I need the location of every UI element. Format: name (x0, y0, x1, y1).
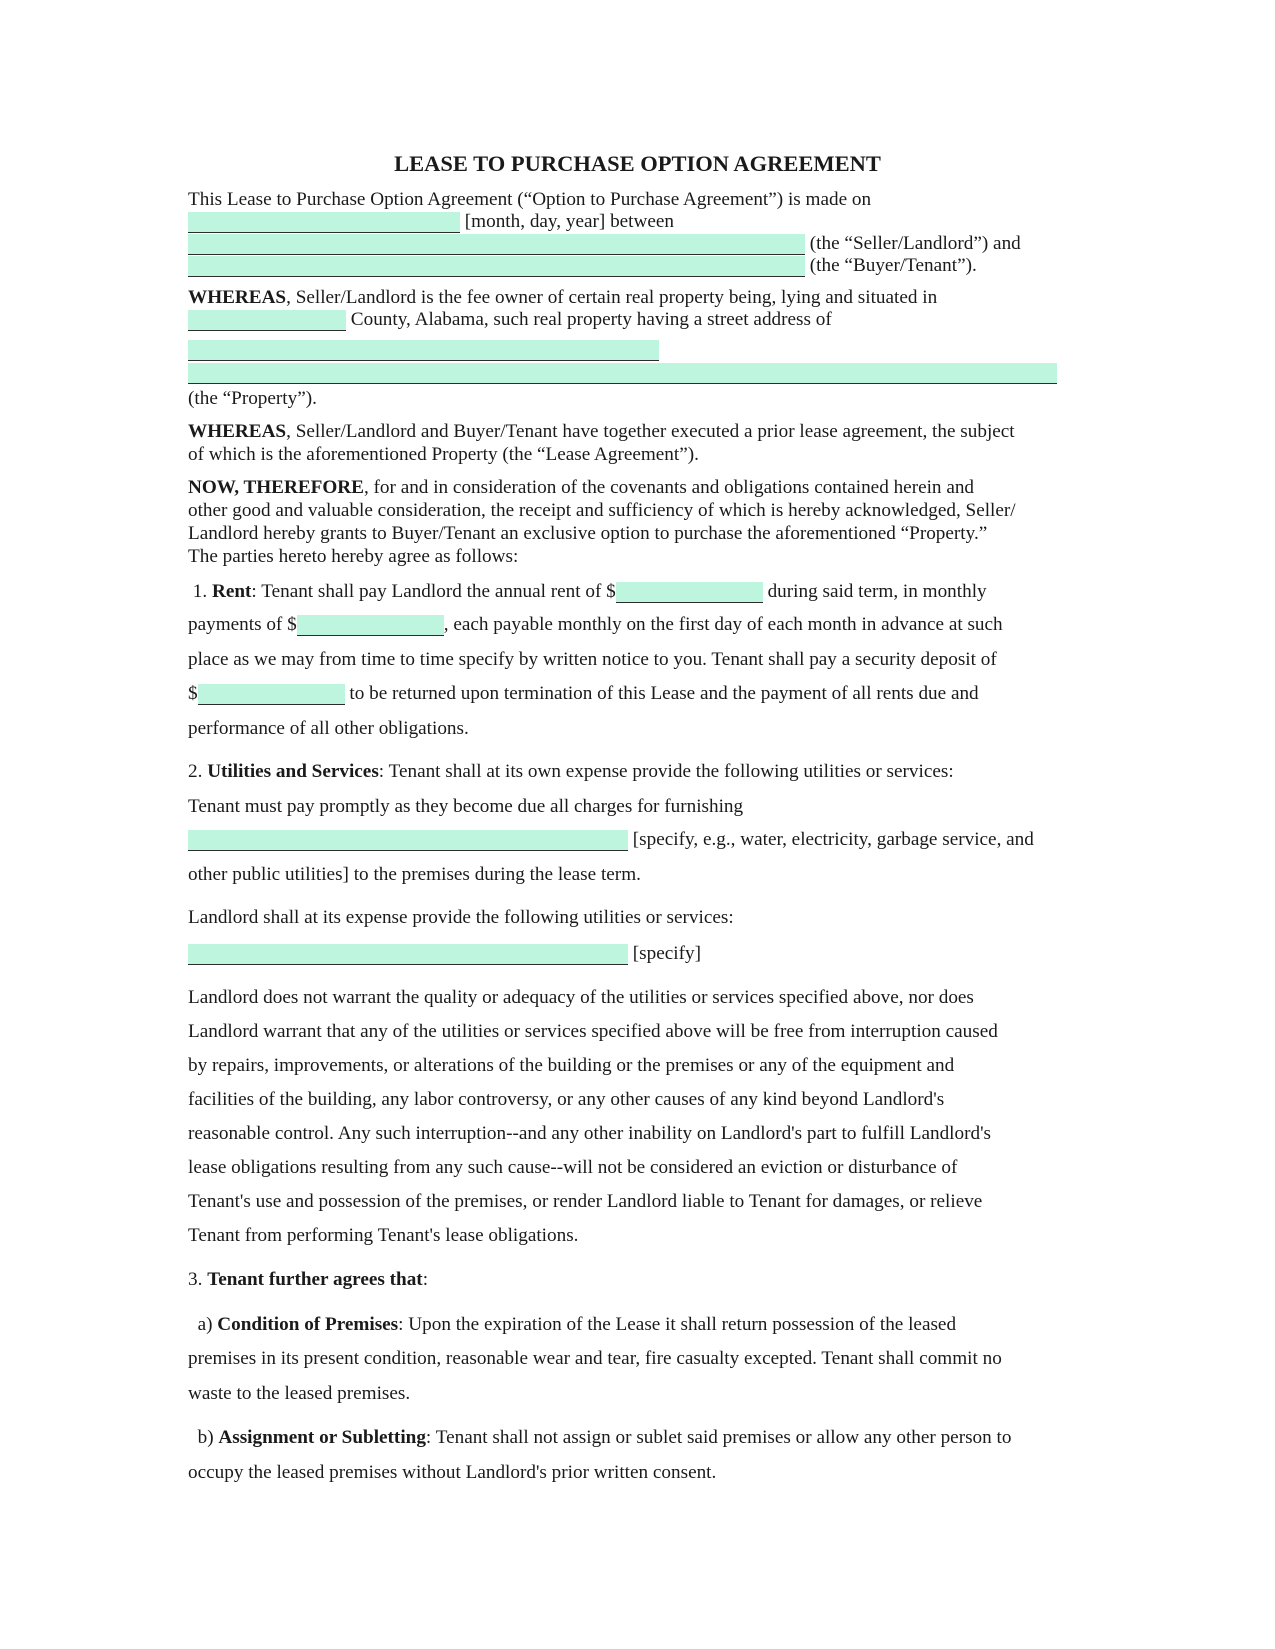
whereas-2-line-1: WHEREAS, Seller/Landlord and Buyer/Tenant have together executed a prior lease agreement, the subject (188, 421, 1015, 442)
warranty-paragraph-line-8: Tenant from performing Tenant's lease obligations. (188, 1225, 579, 1246)
section-2-line-5: Landlord shall at its expense provide the following utilities or services: (188, 907, 734, 928)
section-1-line-3: place as we may from time to time specify by written notice to you. Tenant shall pay a security deposit of (188, 649, 997, 670)
warranty-paragraph-line-4: facilities of the building, any labor controversy, or any other causes of any kind beyond Landlord's (188, 1089, 945, 1110)
section-2-line-2: Tenant must pay promptly as they become due all charges for furnishing (188, 796, 744, 817)
section-3-heading: 3. Tenant further agrees that: (188, 1269, 429, 1290)
section-3a-line-2: premises in its present condition, reasonable wear and tear, fire casualty excepted. Tenant shall commit no (188, 1348, 1002, 1369)
section-2-line-6: [specify] (188, 943, 701, 965)
section-1-line-5: performance of all other obligations. (188, 718, 469, 739)
warranty-paragraph-line-7: Tenant's use and possession of the premises, or render Landlord liable to Tenant for damages, or relieve (188, 1191, 983, 1212)
now-therefore-line-4: The parties hereto hereby agree as follows: (188, 546, 519, 567)
now-therefore-line-2: other good and valuable consideration, the receipt and sufficiency of which is hereby acknowledged, Seller/ (188, 500, 1016, 521)
section-2-line-1: 2. Utilities and Services: Tenant shall at its own expense provide the following utilities or services: (188, 761, 954, 782)
intro-line-1: This Lease to Purchase Option Agreement (“Option to Purchase Agreement”) is made on (188, 189, 872, 210)
warranty-paragraph-line-5: reasonable control. Any such interruption--and any other inability on Landlord's part to fulfill Landlord's (188, 1123, 991, 1144)
section-1-line-2: payments of $ , each payable monthly on the first day of each month in advance at such (188, 614, 1003, 635)
street-address-field-1[interactable] (188, 340, 659, 361)
buyer-name-field[interactable] (188, 256, 805, 277)
tenant-utilities-field[interactable] (188, 830, 628, 851)
intro-line-4: (the “Buyer/Tenant”). (188, 255, 977, 277)
intro-line-3: (the “Seller/Landlord”) and (188, 233, 1021, 255)
landlord-utilities-field[interactable] (188, 944, 628, 965)
date-field[interactable] (188, 212, 460, 233)
section-2-line-4: other public utilities] to the premises during the lease term. (188, 864, 641, 885)
whereas-1-line-2: County, Alabama, such real property having a street address of (188, 309, 832, 331)
monthly-payment-field[interactable] (297, 615, 444, 636)
section-2-line-3: [specify, e.g., water, electricity, garbage service, and (188, 829, 1034, 851)
section-3b-line-1: b) Assignment or Subletting: Tenant shall not assign or sublet said premises or allow any other person to (188, 1427, 1012, 1448)
security-deposit-field[interactable] (198, 684, 345, 705)
seller-name-field[interactable] (188, 234, 805, 255)
section-3b-line-2: occupy the leased premises without Landlord's prior written consent. (188, 1462, 717, 1483)
section-3a-line-1: a) Condition of Premises: Upon the expiration of the Lease it shall return possession of the leased (188, 1314, 957, 1335)
annual-rent-field[interactable] (616, 582, 763, 603)
document-title: LEASE TO PURCHASE OPTION AGREEMENT (394, 151, 881, 176)
whereas-1-line-1: WHEREAS, Seller/Landlord is the fee owner of certain real property being, lying and situated in (188, 287, 938, 308)
whereas-1-line-3: (the “Property”). (188, 388, 317, 409)
section-1-line-1: 1. Rent: Tenant shall pay Landlord the annual rent of $ during said term, in monthly (192, 581, 987, 602)
warranty-paragraph-line-3: by repairs, improvements, or alterations of the building or the premises or any of the equipment and (188, 1055, 955, 1076)
warranty-paragraph-line-1: Landlord does not warrant the quality or adequacy of the utilities or services specified above, nor does (188, 987, 974, 1008)
now-therefore-line-1: NOW, THEREFORE, for and in consideration of the covenants and obligations contained herein and (188, 477, 975, 498)
warranty-paragraph-line-6: lease obligations resulting from any such cause--will not be considered an eviction or disturbance of (188, 1157, 958, 1178)
section-3a-line-3: waste to the leased premises. (188, 1383, 411, 1404)
now-therefore-line-3: Landlord hereby grants to Buyer/Tenant an exclusive option to purchase the aforementioned “Property.” (188, 523, 988, 544)
section-1-line-4: $ to be returned upon termination of this Lease and the payment of all rents due and (188, 683, 979, 704)
street-address-field-2[interactable] (188, 363, 1057, 384)
county-field[interactable] (188, 310, 346, 331)
whereas-2-line-2: of which is the aforementioned Property (the “Lease Agreement”). (188, 444, 699, 465)
warranty-paragraph-line-2: Landlord warrant that any of the utilities or services specified above will be free from interruption caused (188, 1021, 998, 1042)
intro-line-2: [month, day, year] between (188, 211, 674, 233)
